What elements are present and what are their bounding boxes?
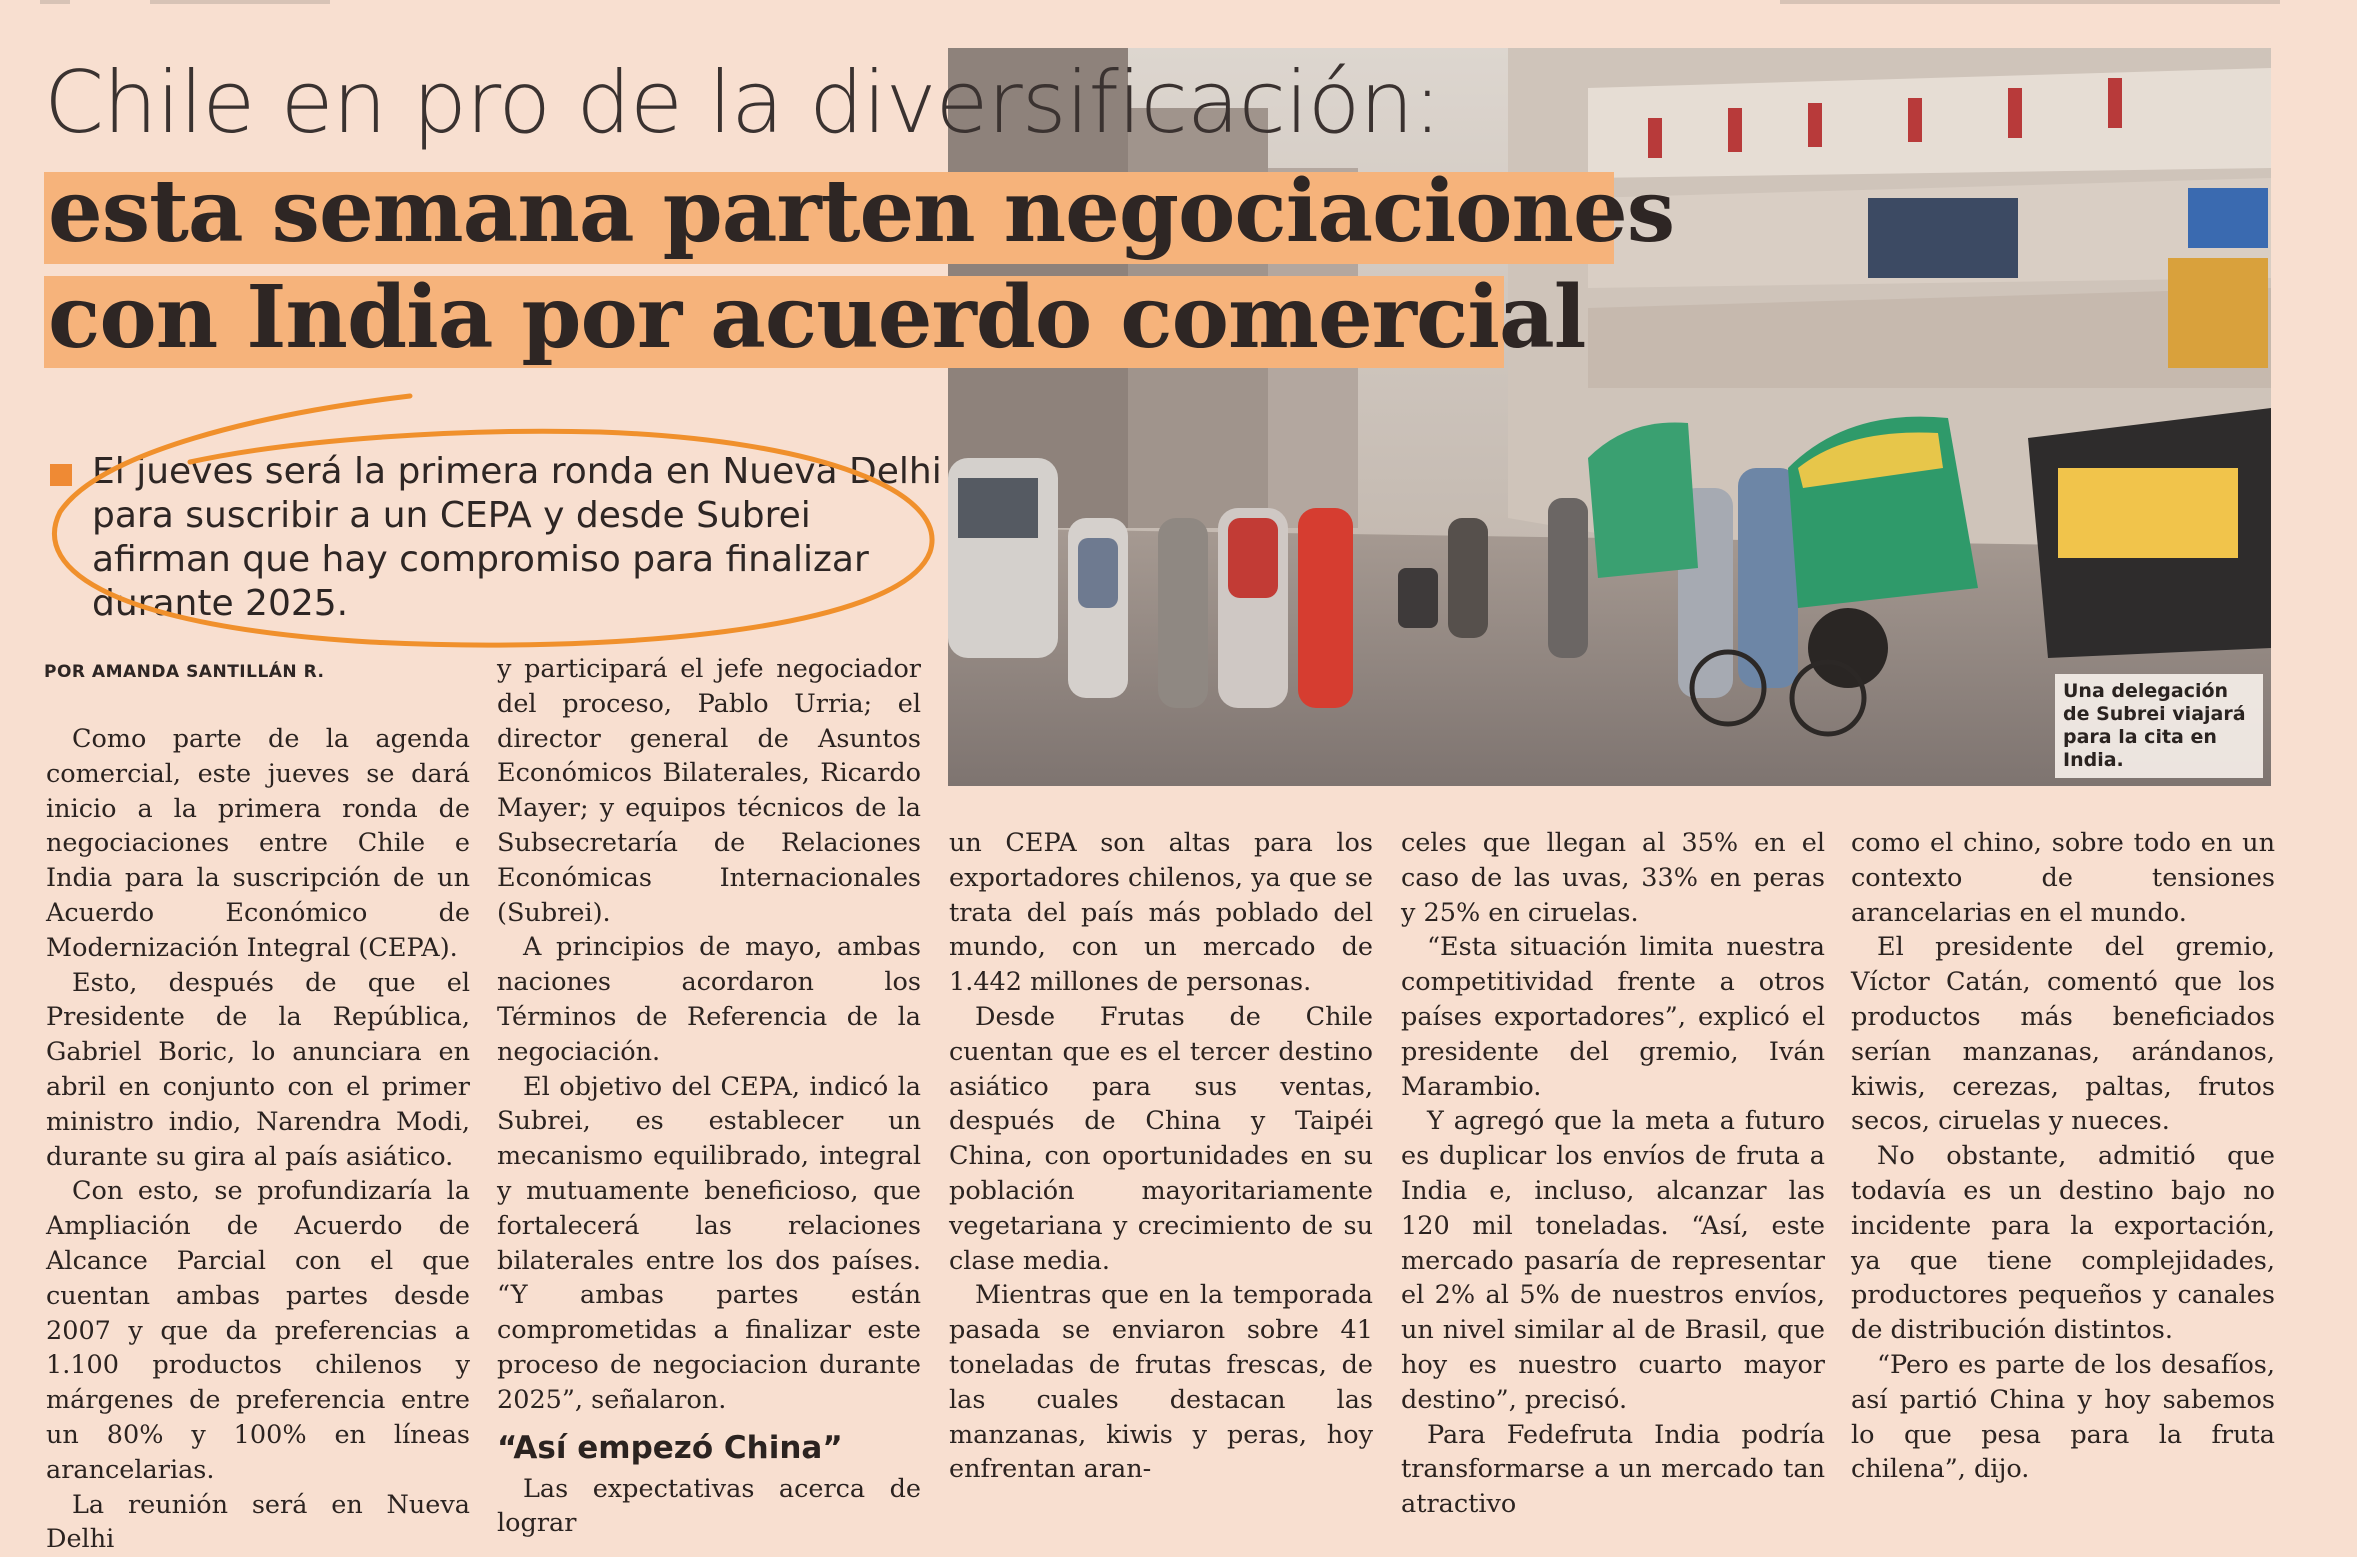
- paragraph-continued: como el chino, sobre todo en un contexto de tensiones arancelarias en el mundo.: [1851, 828, 2275, 928]
- paragraph: A principios de mayo, ambas naciones acordaron los Términos de Referencia de la negociación.: [497, 932, 921, 1067]
- paragraph: Desde Frutas de Chile cuentan que es el tercer destino asiático para sus ventas, después de China y Taipéi China, con oportunidades en su población mayoritariamente vegetariana y crecimiento de su clase media.: [949, 1001, 1373, 1276]
- paragraph-continued: un CEPA son altas para los exportadores chilenos, ya que se trata del país más poblado del mundo, con un mercado de 1.442 millones de personas.: [949, 828, 1373, 998]
- paragraph: Para Fedefruta India podría transformarse a un mercado tan atractivo: [1401, 1419, 1825, 1520]
- paragraph: Mientras que en la temporada pasada se enviaron sobre 41 toneladas de frutas frescas, de las cuales destacan las manzanas, kiwis y peras, hoy enfrentan aran-: [949, 1280, 1373, 1485]
- paragraph: Las expectativas acerca de lograr: [497, 1473, 921, 1539]
- photo-caption: Una delegación de Subrei viajará para la cita en India.: [2055, 674, 2263, 778]
- paragraph: Como parte de la agenda comercial, este jueves se dará inicio a la primera ronda de negociaciones entre Chile e India para la suscripción de un Acuerdo Económico de Modernización Integral (CEPA).: [46, 724, 470, 963]
- subheading: “Así empezó China”: [497, 1429, 843, 1466]
- street-photo: [948, 48, 2271, 786]
- paragraph-continued: celes que llegan al 35% en el caso de las uvas, 33% en peras y 25% en ciruelas.: [1401, 828, 1825, 928]
- body-column-1: [46, 722, 470, 1557]
- paragraph: El presidente del gremio, Víctor Catán, comentó que los productos más beneficiados serían manzanas, arándanos, kiwis, cerezas, paltas, frutos secos, ciruelas y nueces.: [1851, 932, 2275, 1137]
- body-column-5: [1851, 826, 2275, 1487]
- paragraph: Esto, después de que el Presidente de la República, Gabriel Boric, lo anunciara en abril en conjunto con el primer ministro indio, Narendra Modi, durante su gira al país asiático.: [46, 967, 470, 1172]
- body-column-3: [949, 826, 1373, 1487]
- paragraph: No obstante, admitió que todavía es un destino bajo no incidente para la exportación, ya que tiene complejidades, productores pequeños y canales de distribución distintos.: [1851, 1141, 2275, 1346]
- top-rule: [40, 0, 2280, 6]
- paragraph-continued: y participará el jefe negociador del proceso, Pablo Urria; el director general de Asuntos Económicos Bilaterales, Ricardo Mayer; y equipos técnicos de la Subsecretaría de Relaciones Económicas Internacionales (Subrei).: [497, 654, 921, 928]
- byline: POR AMANDA SANTILLÁN R.: [44, 662, 325, 682]
- hand-drawn-oval-annotation: [40, 392, 940, 662]
- paragraph: El objetivo del CEPA, indicó la Subrei, es establecer un mecanismo equilibrado, integral y mutuamente beneficioso, que fortalecerá las relaciones bilaterales entre los dos países. “Y ambas partes están comprometidas a finalizar este proceso de negociacion durante 2025”, señalaron.: [497, 1071, 921, 1415]
- paragraph: La reunión será en Nueva Delhi: [46, 1489, 470, 1555]
- paragraph: “Esta situación limita nuestra competitividad frente a otros países exportadores”, explicó el presidente del gremio, Iván Marambio.: [1401, 932, 1825, 1102]
- body-column-4: [1401, 826, 1825, 1522]
- summary-text: El jueves será la primera ronda en Nueva Delhi para suscribir a un CEPA y desde Subrei afirman que hay compromiso para finalizar durante 2025.: [92, 451, 942, 624]
- headline-line3: con India por acuerdo comercial: [48, 267, 1586, 368]
- headline-line1: Chile en pro de la diversificación:: [44, 53, 1441, 153]
- paragraph: Y agregó que la meta a futuro es duplicar los envíos de fruta a India e, incluso, alcanzar las 120 mil toneladas. “Así, este mercado pasaría de representar el 2% al 5% de nuestros envíos, un nivel similar al de Brasil, que hoy es nuestro cuarto mayor destino”, precisó.: [1401, 1106, 1825, 1415]
- headline-line2: esta semana parten negociaciones: [48, 161, 1675, 262]
- paragraph: “Pero es parte de los desafíos, así partió China y hoy sabemos lo que pesa para la fruta chilena”, dijo.: [1851, 1349, 2275, 1485]
- paragraph: Con esto, se profundizaría la Ampliación de Acuerdo de Alcance Parcial con el que cuentan ambas partes desde 2007 y que da preferencias a 1.100 productos chilenos y márgenes de preferencia entre un 80% y 100% en líneas arancelarias.: [46, 1176, 470, 1485]
- body-column-2: [497, 652, 921, 1541]
